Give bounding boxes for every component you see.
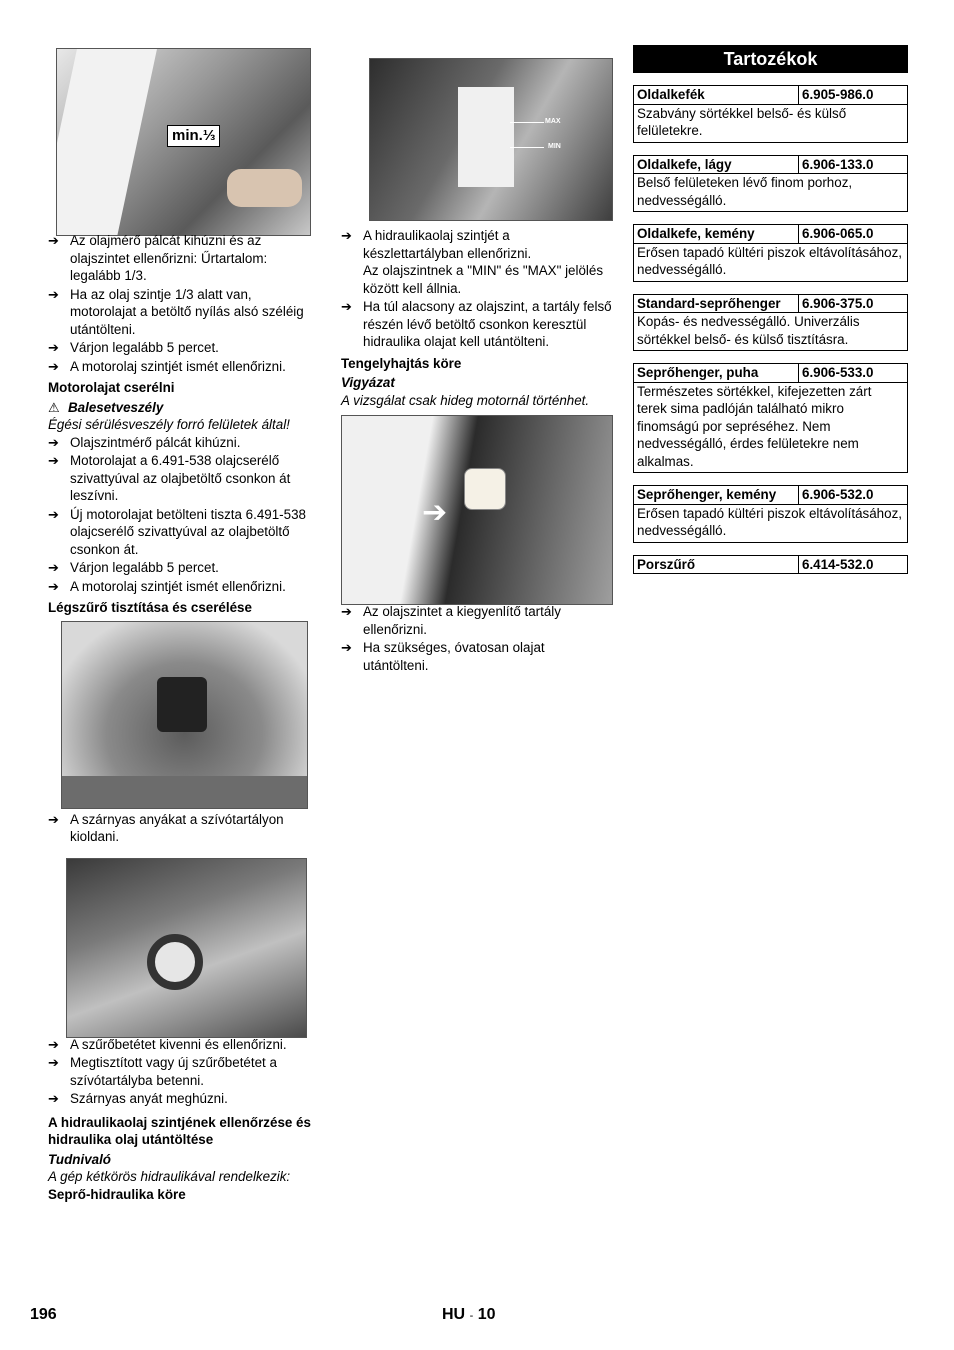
list-item	[48, 559, 320, 577]
accessory-name: Oldalkefék	[634, 86, 799, 104]
accessory-name: Oldalkefe, lágy	[634, 156, 799, 174]
arrow-right-icon: ➔	[48, 1091, 59, 1106]
step-text: Új motorolajat betölteni tiszta 6.491-538 olajcserélő szivattyúval az olajbetöltő csonkon át.	[70, 506, 306, 557]
step-text: Szárnyas anyát meghúzni.	[70, 1091, 228, 1106]
step-text: A hidraulikaolaj szintjét a készlettartályban ellenőrizni.	[363, 228, 532, 261]
arrow-right-icon: ➔	[48, 506, 59, 522]
accessory-name: Standard-seprőhenger	[634, 295, 799, 313]
arrow-right-icon: ➔	[48, 811, 59, 827]
warning-text: Égési sérülésveszély forró felületek által!	[48, 417, 290, 432]
arrow-right-icon: ➔	[341, 604, 352, 619]
arrow-right-icon: ➔	[422, 496, 448, 529]
step-text: Várjon legalább 5 percet.	[70, 560, 219, 575]
accessory-item	[633, 85, 908, 143]
air-filter-heading: Légszűrő tisztítása és cserélése	[48, 600, 252, 615]
accessory-item	[633, 555, 908, 575]
hand-shape	[227, 169, 302, 207]
accessory-item	[633, 224, 908, 282]
axle-oil-steps	[341, 603, 613, 674]
max-line	[510, 122, 544, 123]
min-line	[510, 147, 544, 148]
accessories-title: Tartozékok	[633, 45, 908, 73]
tank-edge-shape	[62, 776, 308, 808]
arrow-right-icon: ➔	[48, 453, 59, 468]
hydraulic-oil-steps	[341, 227, 613, 351]
arrow-right-icon: ➔	[48, 1036, 59, 1052]
list-item	[48, 434, 320, 452]
filter-insert-photo	[66, 858, 307, 1038]
warning-line	[48, 399, 320, 417]
arrow-right-icon: ➔	[48, 286, 59, 302]
warning-triangle-icon: ⚠	[48, 399, 60, 415]
accessory-name: Oldalkefe, kemény	[634, 225, 799, 243]
accessory-header	[634, 295, 907, 314]
accessory-name: Porszűrő	[634, 556, 799, 574]
accessory-description: Belső felületeken lévő finom porhoz, nedvességálló.	[637, 175, 853, 208]
accessory-header	[634, 156, 907, 175]
compensation-tank-photo	[341, 415, 613, 605]
accessory-item	[633, 155, 908, 213]
reservoir-cap-shape	[464, 468, 506, 510]
min-mark-label: MIN	[548, 143, 561, 150]
step-text: A motorolaj szintjét ismét ellenőrizni.	[70, 358, 286, 374]
note-label: Tudnivaló	[48, 1151, 111, 1167]
accessory-number: 6.414-532.0	[802, 556, 874, 572]
arrow-right-icon: ➔	[48, 578, 59, 594]
sweeper-circuit-heading: Seprő-hidraulika köre	[48, 1186, 186, 1202]
arrow-right-icon: ➔	[48, 434, 59, 450]
list-item	[48, 339, 320, 357]
note-text: A gép kétkörös hidraulikával rendelkezik:	[48, 1169, 291, 1184]
accessory-name: Seprőhenger, puha	[634, 364, 799, 382]
filter-insert-steps	[48, 1036, 320, 1108]
page-number: 196	[30, 1306, 57, 1323]
accessory-item	[633, 363, 908, 473]
accessory-header	[634, 556, 907, 574]
tank-label-area	[56, 49, 157, 236]
list-item	[48, 358, 320, 376]
caution-text: A vizsgálat csak hideg motornál történhet.	[341, 392, 590, 408]
accessory-description: Szabvány sörtékkel belső- és külső felületekre.	[637, 105, 847, 138]
page-section-label	[442, 1306, 495, 1324]
language-code: HU	[442, 1306, 466, 1323]
step-text: Olajszintmérő pálcát kihúzni.	[70, 434, 241, 450]
warning-label: Balesetveszély	[68, 399, 164, 415]
right-column	[633, 45, 908, 574]
list-item	[48, 811, 320, 846]
step-text: A szűrőbetétet kivenni és ellenőrizni.	[70, 1036, 287, 1052]
accessory-header	[634, 486, 907, 505]
list-item	[48, 1054, 320, 1089]
hydraulic-heading: A hidraulikaolaj szintjének ellenőrzése és hidraulika olaj utántöltése	[48, 1114, 311, 1147]
oil-check-steps	[48, 232, 320, 375]
engine-oil-dipstick-photo	[56, 48, 311, 236]
arrow-right-icon: ➔	[341, 228, 352, 243]
list-item	[48, 1090, 320, 1108]
filter-cover-shape	[157, 677, 207, 732]
hydraulic-tank-photo	[369, 58, 613, 221]
arrow-right-icon: ➔	[48, 233, 59, 248]
left-column	[48, 48, 320, 1203]
separator: -	[469, 1310, 474, 1322]
accessory-number: 6.906-065.0	[802, 226, 874, 241]
step-text: A motorolaj szintjét ismét ellenőrizni.	[70, 578, 286, 594]
middle-column	[341, 58, 613, 675]
accessory-name: Seprőhenger, kemény	[634, 486, 799, 504]
accessory-number: 6.906-532.0	[802, 487, 874, 502]
reservoir-shape	[458, 87, 514, 187]
arrow-right-icon: ➔	[341, 640, 352, 655]
air-filter-housing-photo	[61, 621, 308, 809]
step-text: A szárnyas anyákat a szívótartályon kioldani.	[70, 811, 284, 844]
list-item	[341, 227, 613, 297]
list-item	[48, 506, 320, 559]
accessory-number: 6.906-533.0	[802, 365, 874, 380]
accessory-number: 6.906-375.0	[802, 295, 874, 311]
step-text: Motorolajat a 6.491-538 olajcserélő szivattyúval az olajbetöltő csonkon át leszívni.	[70, 453, 291, 503]
arrow-right-icon: ➔	[48, 358, 59, 374]
list-item	[48, 1036, 320, 1054]
oil-change-steps	[48, 434, 320, 596]
caution-label: Vigyázat	[341, 375, 395, 390]
step-text: Az olajszintet a kiegyenlítő tartály ellenőrizni.	[363, 604, 561, 637]
max-mark-label: MAX	[545, 118, 561, 125]
step-text: Ha túl alacsony az olajszint, a tartály felső részén lévő betöltő csonkon keresztül hidraulika olajat kell utántölteni.	[363, 299, 612, 349]
accessory-description: Erősen tapadó kültéri piszok eltávolításához, nedvességálló.	[637, 244, 902, 277]
min-level-label: min.⅓	[167, 125, 220, 147]
accessory-header	[634, 225, 907, 244]
step-text: Várjon legalább 5 percet.	[70, 340, 219, 355]
accessory-description: Kopás- és nedvességálló. Univerzális sörtékkel belső- és külső tisztításra.	[637, 314, 860, 347]
list-item	[48, 232, 320, 285]
accessory-item	[633, 294, 908, 352]
list-item	[48, 452, 320, 505]
accessory-item	[633, 485, 908, 543]
step-extra-text: Az olajszintnek a "MIN" és "MAX" jelölés között kell állnia.	[363, 263, 604, 296]
step-text: Ha szükséges, óvatosan olajat utántölteni.	[363, 640, 545, 673]
accessory-description: Erősen tapadó kültéri piszok eltávolításához, nedvességálló.	[637, 505, 902, 538]
list-item	[341, 639, 613, 674]
list-item	[48, 286, 320, 339]
accessory-number: 6.906-133.0	[802, 156, 874, 172]
list-item	[341, 298, 613, 351]
arrow-right-icon: ➔	[48, 560, 59, 575]
accessory-description: Természetes sörtékkel, kifejezetten zárt terek sima padlóján található mikro finomságú por sepréséhez. Nem nedvességálló, érdes felületekre nem alkalmas.	[637, 383, 872, 469]
accessory-header	[634, 364, 907, 383]
arrow-right-icon: ➔	[48, 340, 59, 355]
step-text: Az olajmérő pálcát kihúzni és az olajszintet ellenőrizni: Űrtartalom: legalább 1/3.	[70, 233, 268, 283]
accessory-number: 6.905-986.0	[802, 87, 874, 102]
accessory-header	[634, 86, 907, 105]
step-text: Megtisztított vagy új szűrőbetétet a szívótartályba betenni.	[70, 1055, 277, 1088]
arrow-right-icon: ➔	[341, 299, 352, 314]
axle-drive-heading: Tengelyhajtás köre	[341, 355, 462, 371]
wing-nut-steps	[48, 811, 320, 846]
step-text: Ha az olaj szintje 1/3 alatt van, motorolajat a betöltő nyílás alsó széléig utántölteni.	[70, 286, 304, 337]
list-item	[341, 603, 613, 638]
oil-change-heading: Motorolajat cserélni	[48, 380, 175, 395]
arrow-right-icon: ➔	[48, 1055, 59, 1070]
section-page-number: 10	[477, 1306, 496, 1323]
list-item	[48, 578, 320, 596]
filter-element-shape	[147, 934, 203, 990]
